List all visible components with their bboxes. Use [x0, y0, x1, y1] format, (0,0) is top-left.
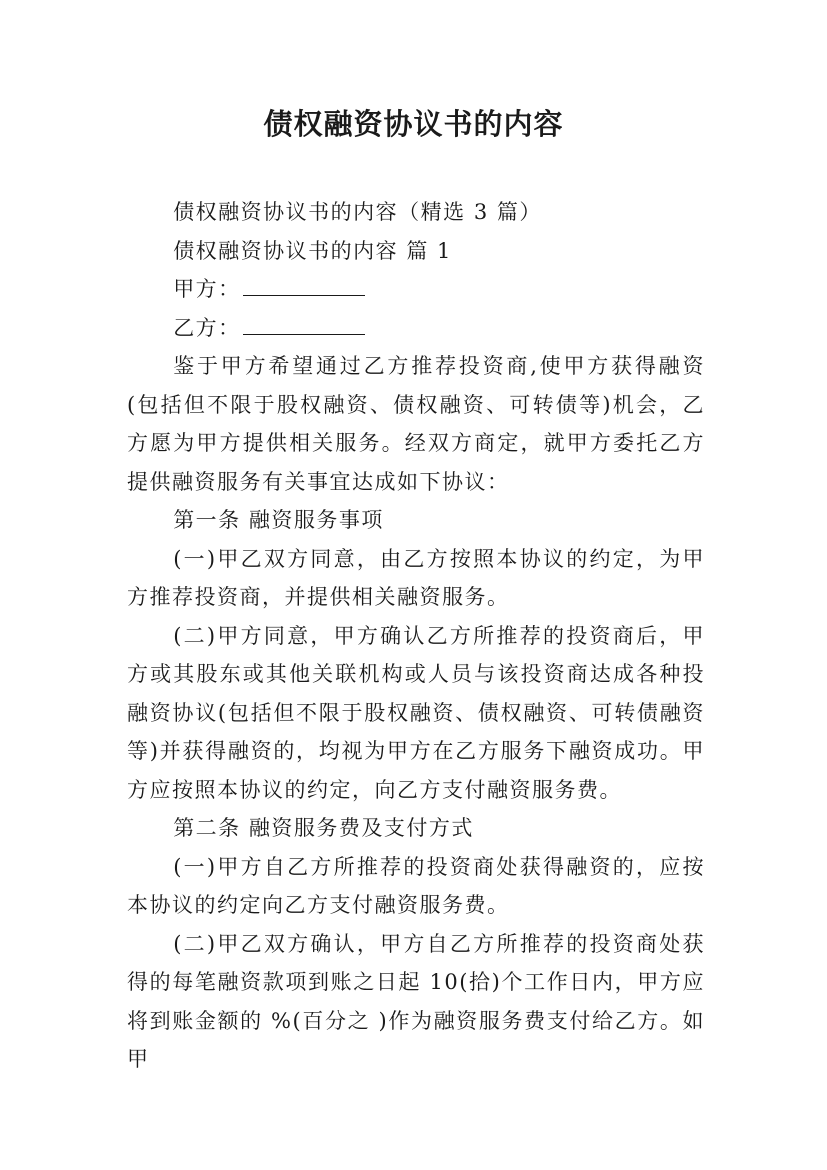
party-a-line [127, 270, 705, 309]
party-a-blank [243, 275, 365, 296]
document-title: 债权融资协议书的内容 [263, 107, 564, 141]
article-2-heading: 第二条 融资服务费及支付方式 [173, 816, 474, 840]
document-subtitle: 债权融资协议书的内容（精选 3 篇） [173, 200, 542, 224]
party-a-label: 甲方： [173, 277, 241, 301]
intro-paragraph: 鉴于甲方希望通过乙方推荐投资商,使甲方获得融资(包括但不限于股权融资、债权融资、可转债等)机会，乙方愿为甲方提供相关服务。经双方商定，就甲方委托乙方提供融资服务有关事宜达成如下协议： [127, 354, 705, 494]
document-body [127, 193, 705, 1079]
article-2-clause-1: (一)甲方自乙方所推荐的投资商处获得融资的，应按本协议的约定向乙方支付融资服务费。 [127, 854, 705, 917]
section-heading: 债权融资协议书的内容 篇 1 [173, 238, 452, 263]
article-1-clause-1: (一)甲乙双方同意，由乙方按照本协议的约定，为甲方推荐投资商，并提供相关融资服务。 [127, 546, 705, 609]
party-b-blank [243, 314, 365, 335]
party-b-label: 乙方： [173, 315, 241, 340]
article-1-clause-2: (二)甲方同意，甲方确认乙方所推荐的投资商后，甲方或其股东或其他关联机构或人员与该投资商达成各种投融资协议(包括但不限于股权融资、债权融资、可转债融资等)并获得融资的，均视为甲方在乙方服务下融资成功。甲方应按照本协议的约定，向乙方支付融资服务费。 [127, 623, 705, 802]
article-1-heading: 第一条 融资服务事项 [173, 508, 384, 532]
party-b-line [127, 309, 705, 348]
article-2-clause-2: (二)甲乙双方确认，甲方自乙方所推荐的投资商处获得的每笔融资款项到账之日起 10(拾)个工作日内，甲方应将到账金额的 %(百分之 )作为融资服务费支付给乙方。如甲 [127, 931, 705, 1071]
